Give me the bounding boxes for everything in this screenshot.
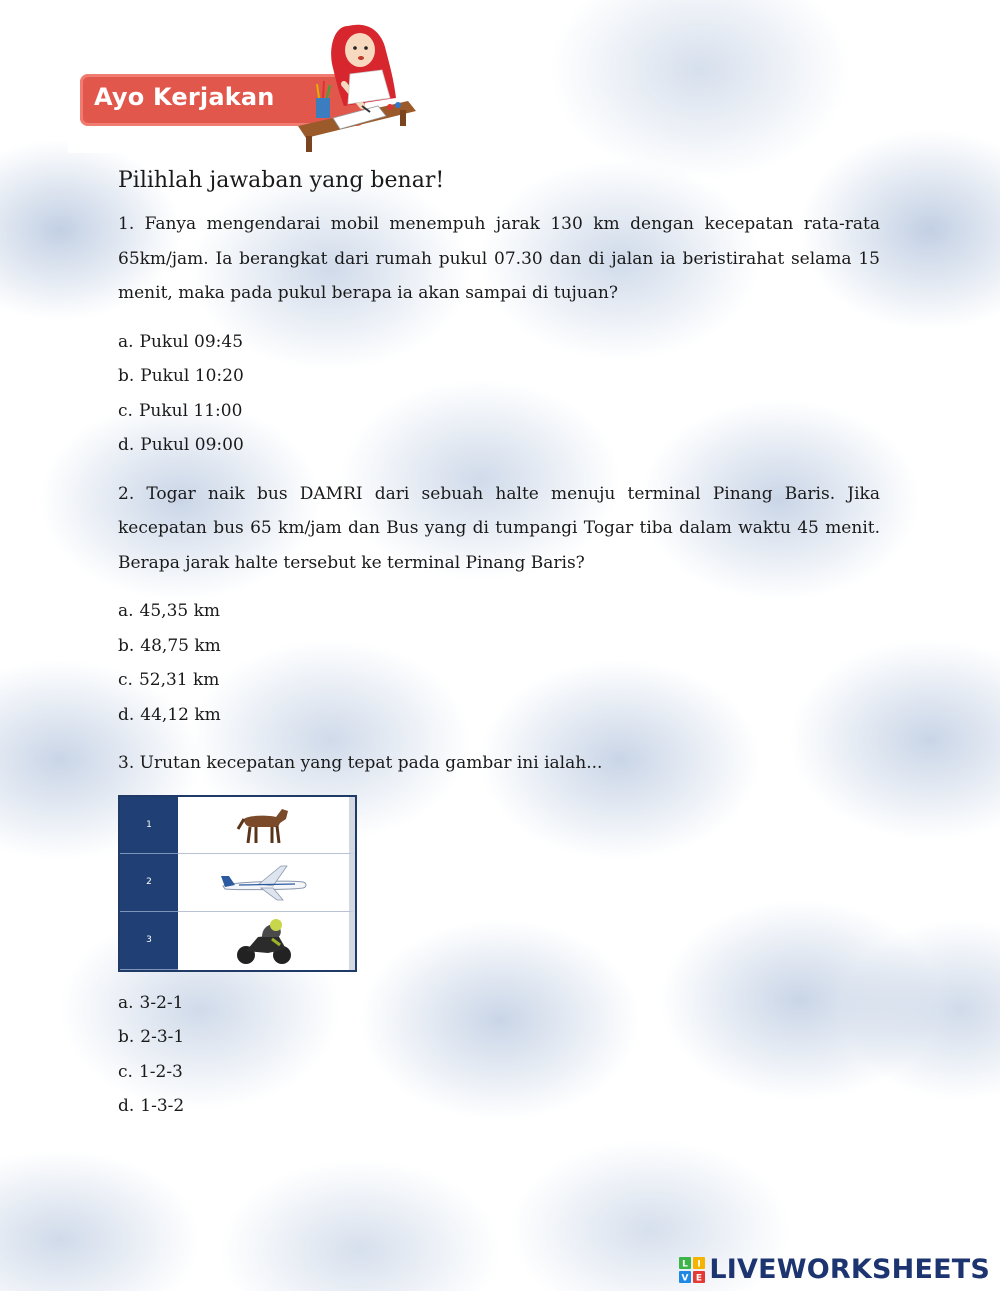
- question-3-options: [118, 986, 880, 1124]
- figure-cell-airplane: [178, 854, 355, 912]
- option-text: 1-2-3: [138, 1061, 183, 1082]
- option-letter: c.: [118, 670, 133, 690]
- logo-letter: V: [681, 1273, 689, 1283]
- figure-row-number: 1: [120, 797, 178, 855]
- option-text: 1-3-2: [140, 1096, 185, 1116]
- option-letter: b.: [118, 635, 135, 656]
- option-item[interactable]: [118, 629, 880, 664]
- option-letter: b.: [118, 1027, 135, 1047]
- option-text: 52,31 km: [138, 670, 220, 690]
- figure-row-number: 2: [120, 854, 178, 912]
- liveworksheets-logo-icon: [679, 1257, 705, 1283]
- horse-icon: [234, 803, 294, 847]
- option-item[interactable]: [118, 428, 880, 463]
- option-letter: b.: [118, 366, 135, 386]
- instruction-heading: Pilihlah jawaban yang benar!: [118, 168, 445, 193]
- option-letter: c.: [118, 1061, 133, 1082]
- option-item[interactable]: [118, 394, 880, 429]
- question-2-text: 2. Togar naik bus DAMRI dari sebuah halte menuju terminal Pinang Baris. Jika kecepatan bus 65 km/jam dan Bus yang di tumpangi Togar tiba dalam waktu 45 menit. Berapa jarak halte tersebut ke terminal Pinang Baris?: [118, 483, 880, 573]
- option-text: Pukul 09:45: [139, 331, 244, 352]
- logo-letter: I: [697, 1259, 702, 1269]
- logo-letter: E: [696, 1273, 703, 1283]
- option-item[interactable]: [118, 1089, 880, 1124]
- option-item[interactable]: [118, 698, 880, 733]
- liveworksheets-footer[interactable]: [679, 1254, 990, 1285]
- question-3-text: 3. Urutan kecepatan yang tepat pada gambar ini ialah...: [118, 753, 603, 773]
- option-letter: a.: [118, 601, 134, 621]
- worksheet-content: [118, 168, 880, 1138]
- option-letter: d.: [118, 435, 135, 455]
- option-text: Pukul 09:00: [140, 435, 244, 455]
- option-item[interactable]: [118, 325, 880, 360]
- banner-label: Ayo Kerjakan: [94, 83, 275, 111]
- header-banner: [68, 58, 413, 153]
- figure-cell-motorcycle: [178, 912, 355, 970]
- option-item[interactable]: [118, 1020, 880, 1055]
- option-letter: d.: [118, 1096, 135, 1116]
- option-item[interactable]: [118, 1055, 880, 1090]
- figure-cell-horse: [178, 797, 355, 855]
- option-text: Pukul 10:20: [140, 366, 244, 386]
- option-item[interactable]: [118, 359, 880, 394]
- option-text: Pukul 11:00: [138, 400, 243, 421]
- option-letter: a.: [118, 992, 134, 1013]
- figure-row-number: 3: [120, 912, 178, 970]
- question-1-text: 1. Fanya mengendarai mobil menempuh jarak 130 km dengan kecepatan rata-rata 65km/jam. Ia berangkat dari rumah pukul 07.30 dan di jalan ia beristirahat selama 15 menit, maka pada pukul berapa ia akan sampai di tujuan?: [118, 214, 880, 303]
- option-text: 48,75 km: [140, 635, 221, 656]
- logo-letter: L: [682, 1259, 689, 1269]
- option-item[interactable]: [118, 594, 880, 629]
- speed-order-figure: [118, 795, 357, 972]
- option-letter: d.: [118, 704, 135, 725]
- option-item[interactable]: [118, 986, 880, 1021]
- option-text: 45,35 km: [139, 601, 221, 621]
- option-text: 44,12 km: [140, 704, 221, 725]
- option-text: 3-2-1: [139, 992, 184, 1013]
- girl-drawing-illustration-icon: [278, 6, 418, 156]
- liveworksheets-brand: LIVEWORKSHEETS: [709, 1254, 990, 1285]
- option-letter: a.: [118, 331, 134, 352]
- option-text: 2-3-1: [140, 1027, 185, 1047]
- question-2-options: [118, 594, 880, 732]
- motorcycle-icon: [232, 915, 296, 967]
- option-letter: c.: [118, 400, 133, 421]
- option-item[interactable]: [118, 663, 880, 698]
- question-1-options: [118, 325, 880, 463]
- airplane-icon: [219, 860, 309, 904]
